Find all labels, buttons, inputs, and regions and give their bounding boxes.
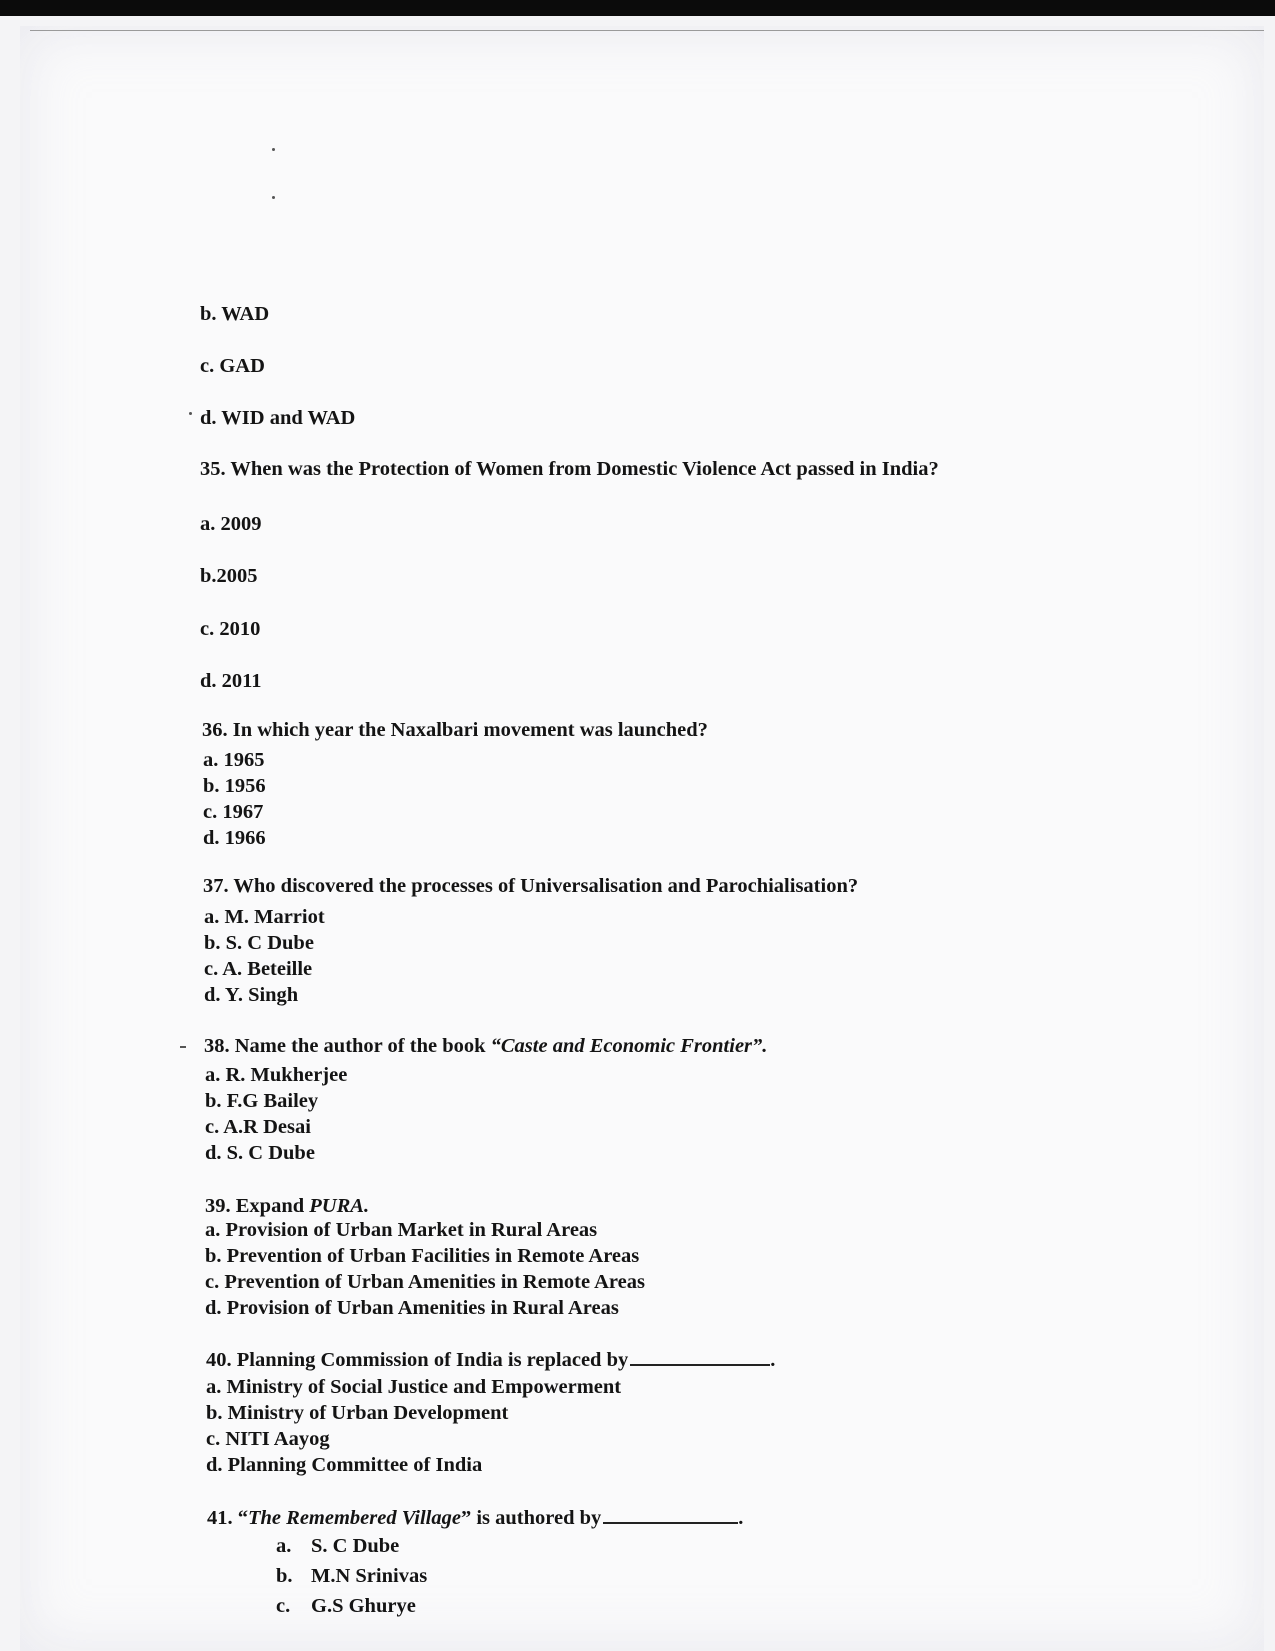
option-text: c. 1967 [203, 801, 264, 823]
option-text: a. R. Mukherjee [205, 1064, 348, 1086]
scan-speck [272, 148, 275, 151]
option-letter: c. [276, 1595, 291, 1617]
option-letter: b. [276, 1565, 293, 1587]
question-number: 41. [207, 1507, 233, 1529]
question-text: When was the Protection of Women from Domestic Violence Act passed in India? [230, 458, 939, 480]
question-suffix: . [770, 1349, 776, 1371]
scan-speck [189, 412, 192, 415]
question-number: 36. [202, 719, 228, 741]
question-text: Planning Commission of India is replaced by [236, 1349, 629, 1371]
option-text: d. 2011 [200, 670, 262, 692]
option-text: d. Y. Singh [204, 984, 299, 1006]
option-text: b. Prevention of Urban Facilities in Remote Areas [205, 1245, 640, 1267]
question-39 [205, 1196, 369, 1217]
question-text: Name the author of the book [234, 1035, 491, 1057]
option-text: d. S. C Dube [205, 1142, 315, 1164]
option-text: c. GAD [200, 355, 265, 377]
book-title: The Remembered Village [248, 1507, 461, 1529]
option-text: c. A.R Desai [205, 1116, 311, 1138]
question-number: 35. [200, 458, 226, 480]
question-37 [203, 876, 858, 897]
option-text: c. Prevention of Urban Amenities in Remote Areas [205, 1271, 645, 1293]
question-40 [206, 1350, 775, 1371]
question-text: Expand [235, 1195, 310, 1217]
question-number: 39. [205, 1195, 231, 1217]
option-answer: S. C Dube [311, 1535, 400, 1557]
question-41 [207, 1508, 743, 1529]
option-text: b. 1956 [203, 775, 266, 797]
option-text: d. Planning Committee of India [206, 1454, 483, 1476]
page-top-rule [30, 30, 1264, 31]
book-title: “Caste and Economic Frontier”. [490, 1035, 768, 1057]
option-text: b. F.G Bailey [205, 1090, 319, 1112]
option-letter: a. [276, 1535, 292, 1557]
option-text: b. WAD [200, 303, 270, 325]
option-text: d. 1966 [203, 827, 266, 849]
question-text: ” is authored by [460, 1507, 602, 1529]
open-quote: “ [237, 1507, 248, 1529]
answer-blank [630, 1363, 770, 1366]
answer-blank [603, 1521, 738, 1524]
acronym: PURA. [309, 1195, 370, 1217]
option-text: a. M. Marriot [204, 906, 325, 928]
option-text: c. NITI Aayog [206, 1428, 330, 1450]
question-text: In which year the Naxalbari movement was launched? [232, 719, 708, 741]
question-suffix: . [738, 1507, 744, 1529]
question-text: Who discovered the processes of Universalisation and Parochialisation? [233, 875, 859, 897]
option-text: b. S. C Dube [204, 932, 314, 954]
option-text: a. 1965 [203, 749, 265, 771]
option-text: a. 2009 [200, 513, 262, 535]
option-text: a. Ministry of Social Justice and Empowerment [206, 1376, 622, 1398]
question-number: 38. [204, 1035, 230, 1057]
option-text: a. Provision of Urban Market in Rural Areas [205, 1219, 598, 1241]
option-text: d. WID and WAD [200, 407, 356, 429]
option-text: c. A. Beteille [204, 958, 313, 980]
question-38 [204, 1036, 767, 1057]
question-number: 37. [203, 875, 229, 897]
option-answer: G.S Ghurye [311, 1595, 416, 1617]
question-36 [202, 720, 708, 741]
option-text: d. Provision of Urban Amenities in Rural Areas [205, 1297, 619, 1319]
scan-speck [272, 196, 275, 199]
question-number: 40. [206, 1349, 232, 1371]
scan-speck [180, 1046, 186, 1048]
scan-top-border [0, 0, 1275, 16]
option-text: c. 2010 [200, 618, 261, 640]
option-answer: M.N Srinivas [311, 1565, 428, 1587]
option-text: b.2005 [200, 565, 258, 587]
question-35 [200, 459, 939, 480]
option-text: b. Ministry of Urban Development [206, 1402, 509, 1424]
